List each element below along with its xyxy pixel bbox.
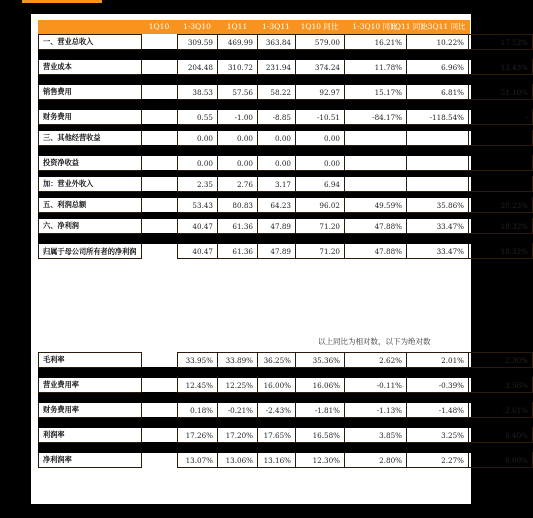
table-cell: 17.26% — [178, 428, 218, 443]
table-cell — [407, 156, 469, 171]
spacer-cell — [142, 35, 178, 50]
row-label: 加：营业外收入 — [39, 177, 142, 192]
table-cell: 38.53 — [178, 85, 218, 100]
table-cell: 0.55 — [178, 110, 218, 125]
table-cell: -1.00 — [218, 110, 258, 125]
table-cell: 16.58% — [296, 428, 345, 443]
table-row — [39, 378, 533, 393]
table-row — [39, 403, 533, 418]
table-row — [39, 428, 533, 443]
spacer-cell — [142, 110, 178, 125]
row-label: 投资净收益 — [39, 156, 142, 171]
table-cell: 71.20 — [296, 244, 345, 259]
table-cell: 13.06% — [218, 453, 258, 468]
table-cell: 3.85% — [345, 428, 407, 443]
table-cell: 310.72 — [218, 60, 258, 75]
table-cell: 231.94 — [258, 60, 296, 75]
table-cell — [407, 131, 469, 146]
table-cell: 33.89% — [218, 353, 258, 368]
row-label: 一、营业总收入 — [39, 35, 142, 50]
row-separator — [39, 443, 533, 453]
table-row — [39, 198, 533, 213]
table-cell — [469, 156, 533, 171]
note-text: 以上同比为相对数，以下为绝对数 — [318, 337, 431, 346]
table-cell: 204.48 — [178, 60, 218, 75]
table-row — [39, 85, 533, 100]
table-cell: 58.22 — [258, 85, 296, 100]
table-cell: 57.56 — [218, 85, 258, 100]
table-cell: 3.25% — [407, 428, 469, 443]
table-cell: -10.51 — [296, 110, 345, 125]
table-cell: 17.20% — [218, 428, 258, 443]
table-row — [39, 156, 533, 171]
table-cell: 2.27% — [407, 453, 469, 468]
row-separator — [39, 393, 533, 403]
table-cell: 96.02 — [296, 198, 345, 213]
col-header: 1Q10 — [148, 22, 170, 31]
table-cell: 2.30% — [469, 353, 533, 368]
table-cell: 11.78% — [345, 60, 407, 75]
table-cell: 92.97 — [296, 85, 345, 100]
table-cell — [345, 177, 407, 192]
table-cell — [345, 156, 407, 171]
financial-table — [38, 34, 533, 259]
spacer-cell — [142, 403, 178, 418]
col-header: 1-3Q11 — [262, 22, 290, 31]
table-cell: 35.36% — [296, 353, 345, 368]
table-cell: 80.83 — [218, 198, 258, 213]
table-cell: 47.88% — [345, 244, 407, 259]
table-cell: 3.17 — [258, 177, 296, 192]
col-header: 1Q11 — [226, 22, 248, 31]
table-cell: - — [469, 110, 533, 125]
table-cell: -84.17% — [345, 110, 407, 125]
table-cell: -0.11% — [345, 378, 407, 393]
row-separator — [39, 50, 533, 60]
spacer-cell — [142, 156, 178, 171]
table-cell: 0.00 — [296, 156, 345, 171]
table-cell: 71.20 — [296, 219, 345, 234]
col-header: 1Q10 同比 — [300, 22, 339, 31]
table-cell: 61.36 — [218, 244, 258, 259]
table-cell: 12.30% — [296, 453, 345, 468]
table-cell: 0.18% — [178, 403, 218, 418]
row-label: 财务费用率 — [39, 403, 142, 418]
row-label: 营业成本 — [39, 60, 142, 75]
table-cell: 33.47% — [407, 244, 469, 259]
table-cell: 2.01% — [407, 353, 469, 368]
row-label: 财务费用 — [39, 110, 142, 125]
table-row — [39, 219, 533, 234]
table-cell: 64.23 — [258, 198, 296, 213]
col-header: 1-3Q10 同比 — [352, 22, 398, 31]
top-accent-line — [22, 0, 102, 3]
table-cell: 0.00 — [296, 131, 345, 146]
table-row — [39, 35, 533, 50]
table-cell: 47.89 — [258, 244, 296, 259]
table-row — [39, 244, 533, 259]
column-header-bar — [38, 20, 470, 34]
table-cell: 0.09% — [469, 453, 533, 468]
table-row — [39, 131, 533, 146]
table-cell: 13.43% — [469, 60, 533, 75]
spacer-cell — [142, 244, 178, 259]
table-cell: -2.43% — [258, 403, 296, 418]
table-cell: 0.00 — [258, 156, 296, 171]
table-cell — [469, 131, 533, 146]
table-cell: 2.76 — [218, 177, 258, 192]
table-cell: 6.96% — [407, 60, 469, 75]
table-cell: 363.84 — [258, 35, 296, 50]
row-label: 利润率 — [39, 428, 142, 443]
row-separator — [39, 75, 533, 85]
table-cell: 36.25% — [258, 353, 296, 368]
table-cell: 3.56% — [469, 378, 533, 393]
row-label: 营业费用率 — [39, 378, 142, 393]
spacer-cell — [142, 353, 178, 368]
spacer-cell — [142, 428, 178, 443]
table-cell: 15.17% — [345, 85, 407, 100]
table-cell: 2.62% — [345, 353, 407, 368]
table-cell: -1.48% — [407, 403, 469, 418]
col-header: 1-3Q10 — [183, 22, 211, 31]
row-separator — [39, 368, 533, 378]
table-cell: -2.61% — [469, 403, 533, 418]
spacer-cell — [142, 378, 178, 393]
row-separator — [39, 234, 533, 244]
table-cell — [345, 131, 407, 146]
table-cell: -0.21% — [218, 403, 258, 418]
table-cell: 33.47% — [407, 219, 469, 234]
table-cell: 16.00% — [258, 378, 296, 393]
table-row — [39, 110, 533, 125]
col-header: 1-3Q11 同比 — [420, 22, 466, 31]
ratio-table — [38, 352, 533, 468]
table-cell: 374.24 — [296, 60, 345, 75]
row-label: 毛利率 — [39, 353, 142, 368]
table-cell: 469.99 — [218, 35, 258, 50]
table-row — [39, 353, 533, 368]
table-cell: 2.35 — [178, 177, 218, 192]
row-label: 三、其他经营收益 — [39, 131, 142, 146]
table-cell: 0.00 — [178, 131, 218, 146]
table-cell: 51.10% — [469, 85, 533, 100]
spacer-cell — [142, 198, 178, 213]
spacer-cell — [142, 219, 178, 234]
table-cell — [407, 177, 469, 192]
table-cell: 309.59 — [178, 35, 218, 50]
spacer-cell — [142, 177, 178, 192]
table-cell: 47.89 — [258, 219, 296, 234]
table-cell: 6.94 — [296, 177, 345, 192]
table-row — [39, 60, 533, 75]
table-cell: 61.36 — [218, 219, 258, 234]
table-cell: 18.32% — [469, 244, 533, 259]
table-cell: 0.40% — [469, 428, 533, 443]
table-cell: 33.95% — [178, 353, 218, 368]
table-cell: 579.00 — [296, 35, 345, 50]
table-cell: 53.43 — [178, 198, 218, 213]
row-separator — [39, 100, 533, 110]
table-cell: 18.32% — [469, 219, 533, 234]
row-separator — [39, 418, 533, 428]
table-cell: 0.00 — [218, 156, 258, 171]
row-label: 归属于母公司所有者的净利润 — [39, 244, 142, 259]
table-cell: 13.16% — [258, 453, 296, 468]
table-cell: 49.59% — [345, 198, 407, 213]
table-cell: 35.86% — [407, 198, 469, 213]
table-cell: 13.07% — [178, 453, 218, 468]
col-header: 1Q11 同比 — [390, 22, 428, 31]
spacer-cell — [142, 131, 178, 146]
table-row — [39, 453, 533, 468]
table-cell: 17.52% — [469, 35, 533, 50]
table-cell: 16.21% — [345, 35, 407, 50]
spacer-cell — [142, 85, 178, 100]
table-cell: 47.88% — [345, 219, 407, 234]
table-cell: -1.13% — [345, 403, 407, 418]
row-label: 五、利润总额 — [39, 198, 142, 213]
row-label: 净利润率 — [39, 453, 142, 468]
table-cell: 10.22% — [407, 35, 469, 50]
table-cell: 16.06% — [296, 378, 345, 393]
table-cell: 17.65% — [258, 428, 296, 443]
table-row — [39, 177, 533, 192]
row-separator — [39, 146, 533, 156]
table-cell: -118.54% — [407, 110, 469, 125]
table-cell: 6.81% — [407, 85, 469, 100]
spacer-cell — [142, 453, 178, 468]
table-cell: 0.00 — [258, 131, 296, 146]
table-cell: 40.47 — [178, 219, 218, 234]
table-cell: -0.39% — [407, 378, 469, 393]
row-label: 六、净利润 — [39, 219, 142, 234]
spacer-cell — [142, 60, 178, 75]
row-label: 销售费用 — [39, 85, 142, 100]
table-cell — [469, 177, 533, 192]
table-cell: 12.25% — [218, 378, 258, 393]
table-cell: 2.80% — [345, 453, 407, 468]
table-cell: 40.47 — [178, 244, 218, 259]
table-cell: 0.00 — [178, 156, 218, 171]
table-cell: -1.81% — [296, 403, 345, 418]
table-cell: 12.45% — [178, 378, 218, 393]
table-cell: 0.00 — [218, 131, 258, 146]
table-cell: 20.23% — [469, 198, 533, 213]
table-cell: -8.85 — [258, 110, 296, 125]
